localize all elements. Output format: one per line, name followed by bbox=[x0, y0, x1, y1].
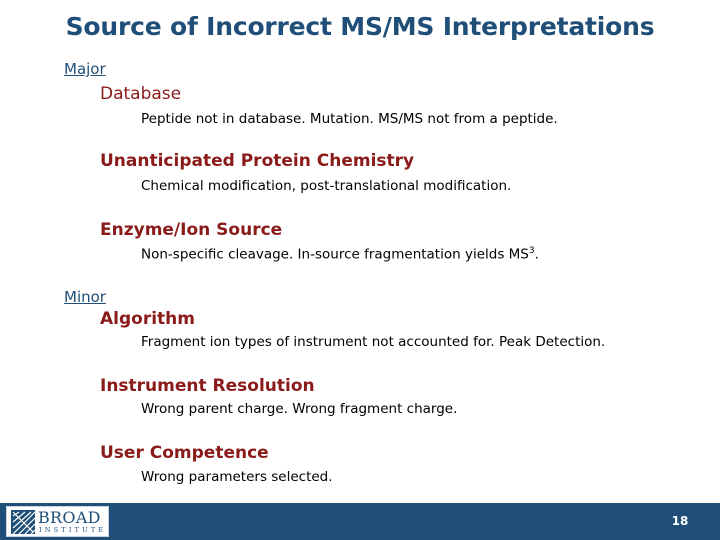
topic-protein-chemistry: Unanticipated Protein Chemistry bbox=[100, 151, 415, 171]
broad-institute-logo bbox=[6, 506, 109, 537]
detail-user-competence: Wrong parameters selected. bbox=[141, 469, 333, 485]
detail-instrument-resolution: Wrong parent charge. Wrong fragment charge. bbox=[141, 401, 458, 417]
detail-protein-chemistry: Chemical modification, post-translational modification. bbox=[141, 178, 512, 194]
detail-enzyme-text: Non-specific cleavage. In-source fragmentation yields MS bbox=[141, 246, 529, 263]
detail-enzyme-superscript: 3 bbox=[528, 246, 535, 256]
detail-enzyme-ion-source bbox=[141, 246, 539, 263]
topic-instrument-resolution: Instrument Resolution bbox=[100, 376, 315, 396]
topic-user-competence: User Competence bbox=[100, 443, 269, 463]
detail-algorithm: Fragment ion types of instrument not accounted for. Peak Detection. bbox=[141, 334, 606, 350]
detail-enzyme-end: . bbox=[534, 246, 539, 263]
slide-title: Source of Incorrect MS/MS Interpretations bbox=[65, 12, 655, 41]
detail-database: Peptide not in database. Mutation. MS/MS not from a peptide. bbox=[141, 111, 558, 127]
logo-subtext: INSTITUTE bbox=[39, 526, 107, 534]
logo-grid-icon bbox=[11, 510, 35, 534]
topic-algorithm: Algorithm bbox=[100, 309, 195, 329]
topic-enzyme-ion-source: Enzyme/Ion Source bbox=[100, 220, 283, 240]
page-number: 18 bbox=[671, 514, 689, 528]
section-label-minor: Minor bbox=[64, 288, 106, 306]
topic-database: Database bbox=[100, 84, 182, 104]
logo-wordmark: BROAD bbox=[38, 508, 101, 527]
section-label-major: Major bbox=[64, 60, 106, 78]
